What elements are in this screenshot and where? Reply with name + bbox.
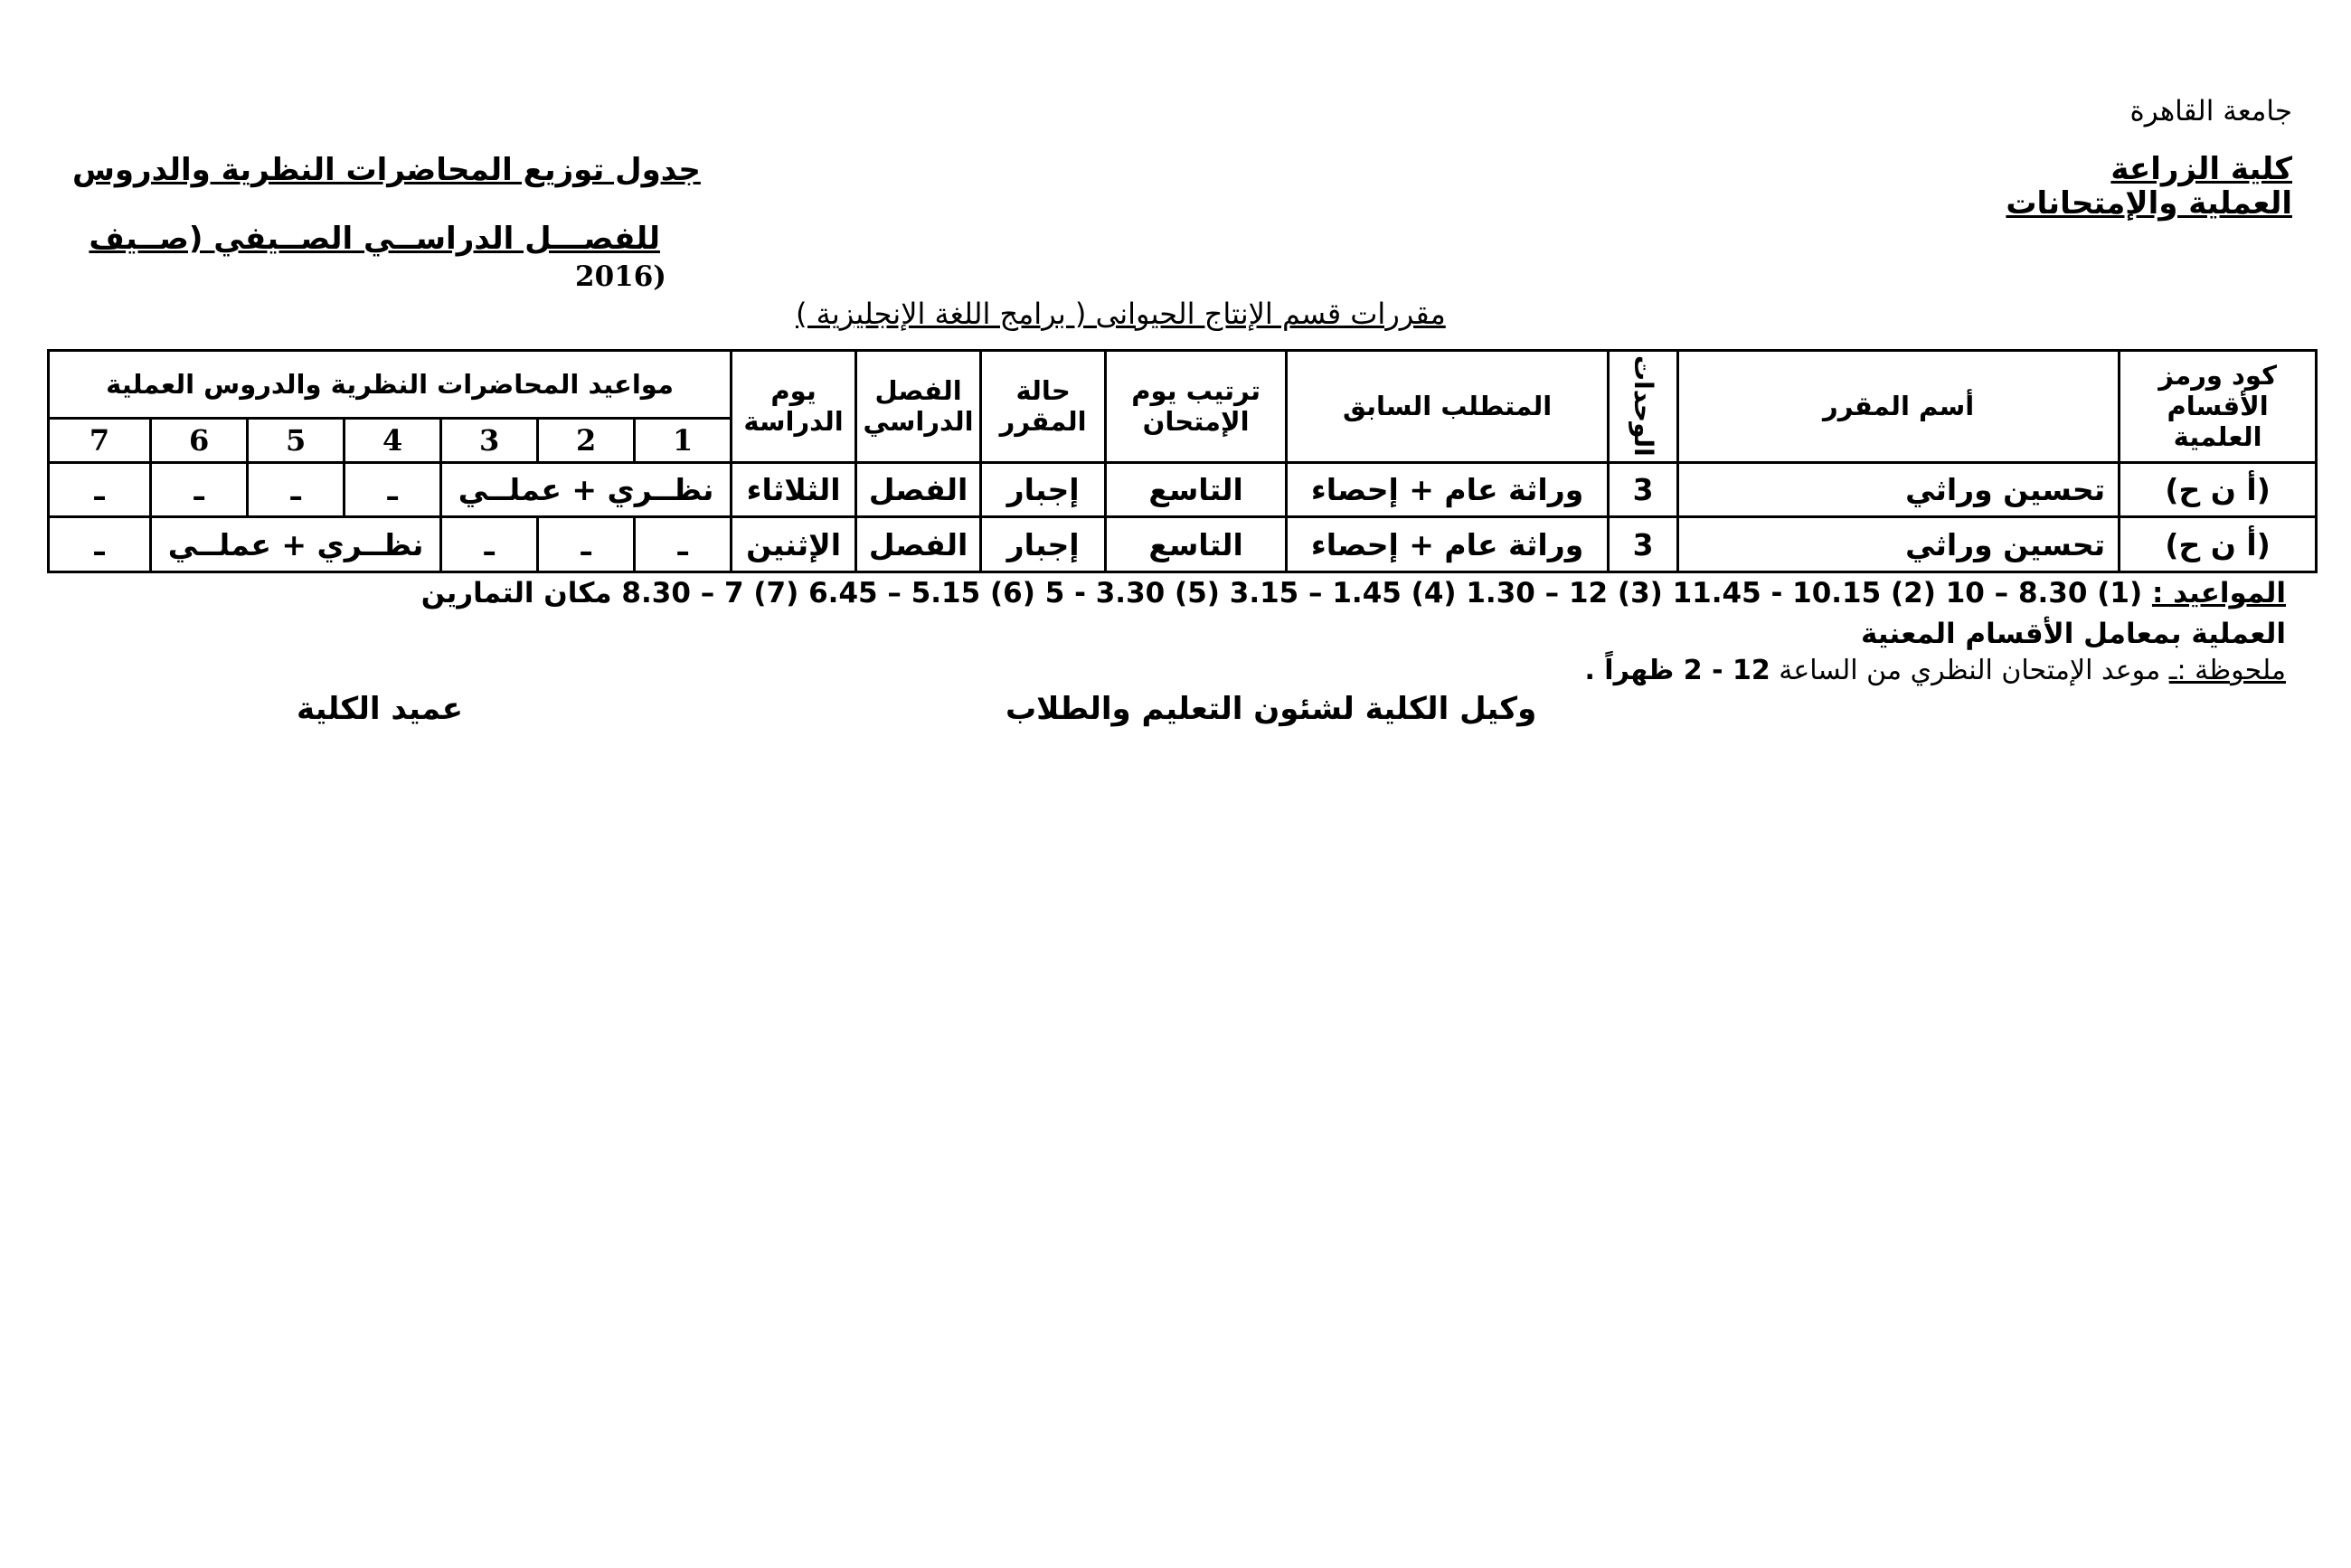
note-time: 12 - 2 ظهراً . — [1584, 655, 1770, 686]
period-2: 2 — [538, 419, 635, 462]
note-text: موعد الإمتحان النظري من الساعة — [1779, 655, 2161, 686]
signature-vice-dean: وكيل الكلية لشئون التعليم والطلاب — [1006, 691, 1537, 727]
schedule-table — [47, 349, 2312, 573]
document-title-year: 2016) — [575, 260, 666, 293]
affairs-name: العملية والإمتحانات — [2006, 185, 2292, 222]
cell-semester: الفصل — [856, 517, 981, 572]
cell-exam-order: التاسع — [1106, 462, 1287, 517]
cell-empty: ـ — [635, 517, 732, 572]
times-line-continued: العملية بمعامل الأقسام المعنية — [1860, 618, 2286, 650]
header-course-name: أسم المقرر — [1678, 351, 2120, 463]
cell-units: 3 — [1609, 517, 1678, 572]
header-study-day: يوم الدراسة — [732, 351, 856, 463]
cell-code: (أ ن ح) — [2120, 462, 2317, 517]
period-7: 7 — [49, 419, 151, 462]
cell-study-day: الإثنين — [732, 517, 856, 572]
cell-empty: ـ — [49, 462, 151, 517]
header-course-status: حالة المقرر — [981, 351, 1106, 463]
cell-course-status: إجبار — [981, 517, 1106, 572]
note-line — [1584, 655, 2286, 686]
period-3: 3 — [441, 419, 538, 462]
cell-study-day: الثلاثاء — [732, 462, 856, 517]
cell-exam-order: التاسع — [1106, 517, 1287, 572]
table-row — [49, 517, 2317, 572]
period-6: 6 — [151, 419, 248, 462]
period-1: 1 — [635, 419, 732, 462]
cell-code: (أ ن ح) — [2120, 517, 2317, 572]
faculty-name: كلية الزراعة — [2110, 151, 2292, 187]
cell-course-name: تحسين وراثي — [1678, 462, 2120, 517]
cell-empty: ـ — [345, 462, 441, 517]
cell-empty: ـ — [538, 517, 635, 572]
times-values: (1) 8.30 – 10 (2) 10.15 - 11.45 (3) 12 – 1.30 (4) 1.45 – 3.15 (5) 3.30 - 5 (6) 5.15 – 6.45 (7) 7 – 8.30 مكان التمارين — [420, 577, 2143, 609]
cell-prerequisite: وراثة عام + إحصاء — [1287, 517, 1609, 572]
header-prerequisite: المتطلب السابق — [1287, 351, 1609, 463]
period-4: 4 — [345, 419, 441, 462]
document-title-semester: للفصـــل الدراســي الصــيفي (صــيف — [89, 221, 660, 257]
times-line — [421, 577, 2286, 609]
header-units-label: الوحدات — [1629, 355, 1659, 458]
cell-session: نظــري + عملــي — [151, 517, 441, 572]
header-exam-order: ترتيب يوم الإمتحان — [1106, 351, 1287, 463]
department-subtitle: مقررات قسم الإنتاج الحيوانى ( برامج اللغة الإنجليزية ) — [796, 297, 1446, 331]
times-label: المواعيد : — [2151, 577, 2286, 609]
cell-empty: ـ — [248, 462, 345, 517]
cell-empty: ـ — [151, 462, 248, 517]
cell-prerequisite: وراثة عام + إحصاء — [1287, 462, 1609, 517]
cell-session: نظــري + عملــي — [441, 462, 732, 517]
signature-dean: عميد الكلية — [297, 691, 463, 727]
header-units — [1609, 351, 1678, 463]
cell-semester: الفصل — [856, 462, 981, 517]
cell-course-name: تحسين وراثي — [1678, 517, 2120, 572]
table-row — [49, 462, 2317, 517]
header-code: كود ورمز الأقسام العلمية — [2120, 351, 2317, 463]
cell-empty: ـ — [49, 517, 151, 572]
note-label: ملحوظة :ـ — [2168, 655, 2286, 686]
cell-units: 3 — [1609, 462, 1678, 517]
header-schedule: مواعيد المحاضرات النظرية والدروس العملية — [49, 351, 732, 419]
cell-course-status: إجبار — [981, 462, 1106, 517]
faculty-heading — [2006, 152, 2292, 221]
university-name: جامعة القاهرة — [2129, 95, 2292, 128]
header-semester: الفصل الدراسي — [856, 351, 981, 463]
cell-empty: ـ — [441, 517, 538, 572]
period-5: 5 — [248, 419, 345, 462]
document-title: جدول توزيع المحاضرات النظرية والدروس — [72, 152, 701, 188]
